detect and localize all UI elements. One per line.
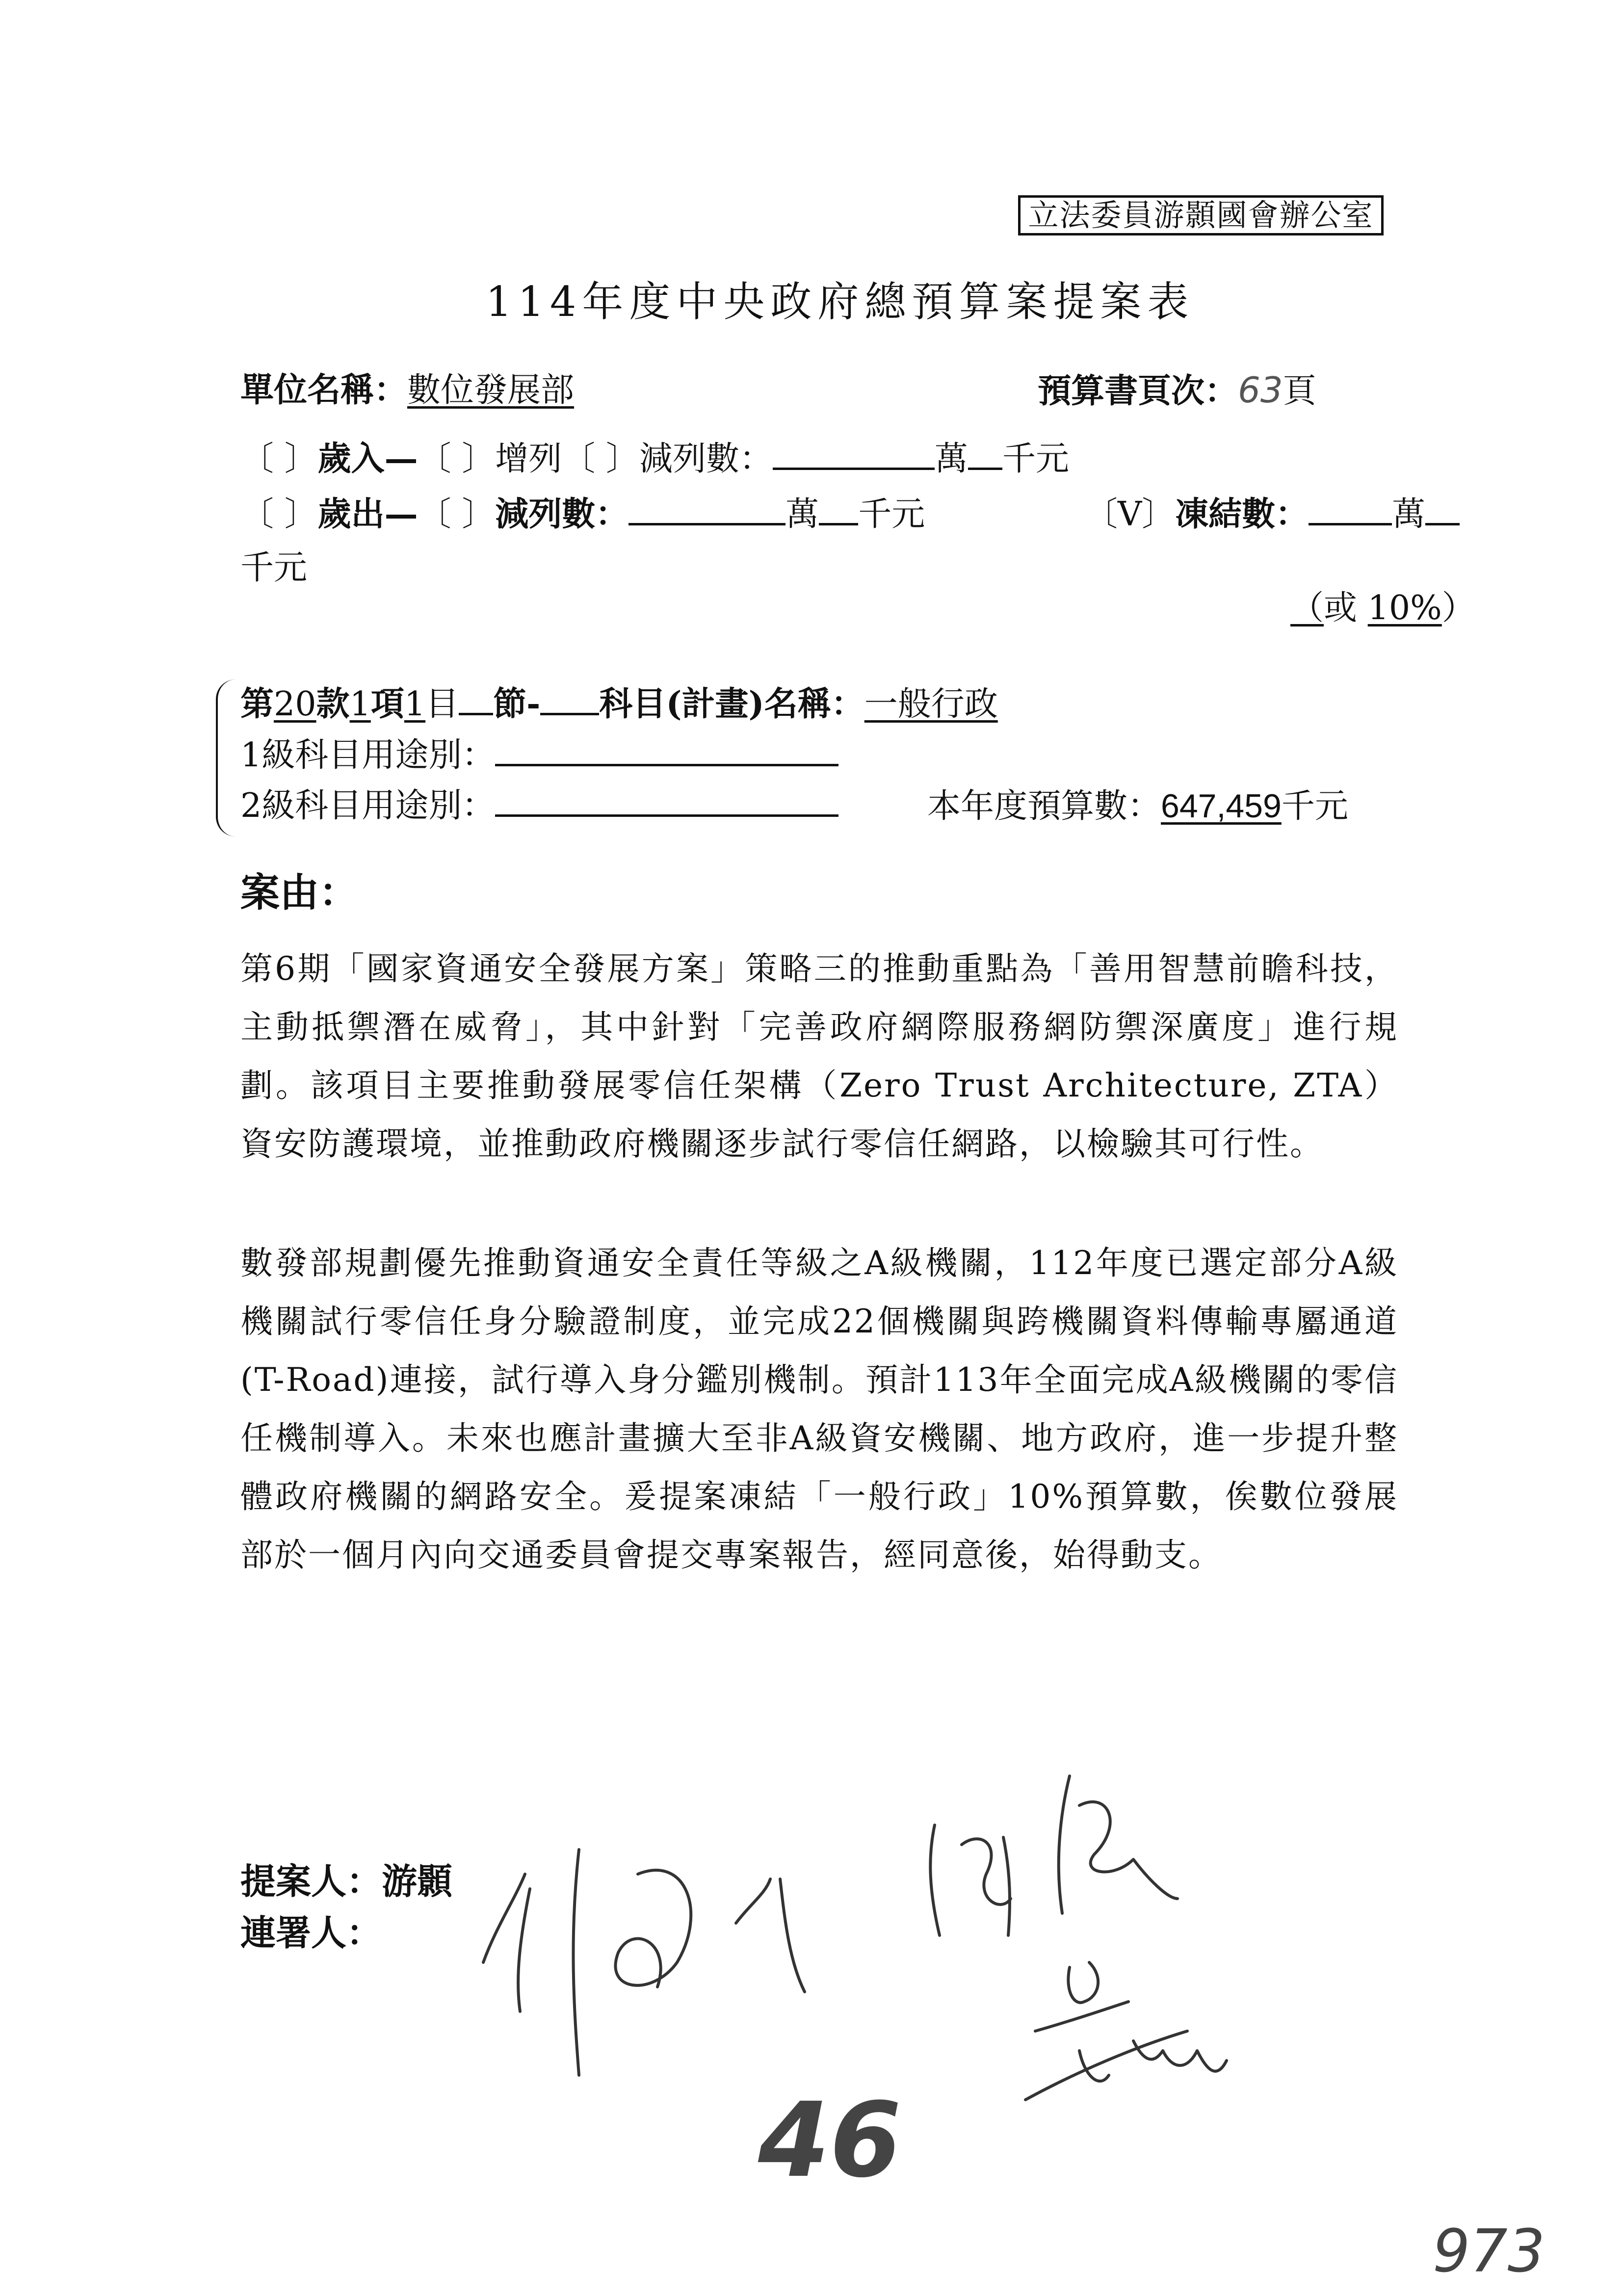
annual-budget-value: 647,459: [1161, 787, 1282, 825]
proposer-label: 提案人：: [240, 1860, 382, 1902]
freeze-checkbox[interactable]: 〔V〕: [1084, 495, 1176, 534]
level2-label: 2級科目用途別：: [240, 786, 496, 825]
wan-unit: 萬: [786, 495, 819, 534]
xiang-value: 1: [349, 685, 371, 724]
signature-lin-guo-cheng: [483, 1850, 805, 2075]
decrease-label: 減列數：: [639, 440, 773, 478]
expense-label: 歲出—: [317, 495, 418, 534]
expense-checkbox[interactable]: 〔 〕: [240, 495, 318, 534]
kuan-value: 20: [274, 685, 316, 724]
page-title: 114年度中央政府總預算案提案表: [486, 278, 1195, 326]
freeze-qian-unit: 千元: [240, 548, 308, 587]
budget-page-label: 預算書頁次：: [1038, 371, 1238, 411]
reason-paragraph-2: 數發部規劃優先推動資通安全責任等級之A級機關，112年度已選定部分A級機關試行零信任身分驗證制度，並完成22個機關與跨機關資料傳輸專屬通道(T-Road)連接，試行導入身分鑑別機制。預計113年全面完成A級機關的零信任機制導入。未來也應計畫擴大至非A級資安機關、地方政府，進一步提升整體政府機關的網路安全。爰提案凍結「一般行政」10%預算數，俟數位發展部於一個月內向交通委員會提交專案報告，經同意後，始得動支。: [240, 1244, 1398, 1574]
level1-label: 1級科目用途別：: [240, 736, 496, 775]
annual-budget-label: 本年度預算數：: [927, 787, 1161, 826]
unit-label: 單位名稱：: [240, 370, 408, 410]
proposer-name: 游顥: [382, 1860, 453, 1902]
handwritten-page-number: 973: [1433, 2218, 1545, 2286]
office-stamp: 立法委員游顥國會辦公室: [1018, 195, 1384, 235]
revenue-label: 歲入—: [317, 439, 418, 478]
qian-unit: 千元: [1002, 440, 1069, 478]
freeze-wan-unit: 萬: [1392, 495, 1426, 534]
di-label: 第: [240, 684, 274, 724]
signature-you-hao: [930, 1776, 1178, 1935]
unit-value: 數位發展部: [407, 371, 575, 410]
signature-third: [1025, 1962, 1227, 2100]
freeze-label: 凍結數：: [1175, 495, 1309, 534]
freeze-ratio-value: 10%: [1367, 589, 1442, 627]
annual-budget-unit: 千元: [1281, 787, 1348, 826]
decrease-checkbox[interactable]: 〔 〕: [562, 440, 639, 478]
freeze-ratio-close: ）: [1441, 589, 1475, 627]
xiang-label: 項: [370, 684, 404, 724]
qian-unit: 千元: [858, 495, 925, 534]
handwritten-sequence-number: 46: [758, 2080, 902, 2200]
budget-page-suffix: 頁: [1283, 372, 1316, 411]
freeze-ratio-open: （: [1290, 589, 1324, 627]
expense-decrease-label: 減列數：: [495, 495, 629, 534]
expense-decrease-checkbox[interactable]: 〔 〕: [418, 495, 496, 534]
subject-name-value: 一般行政: [864, 685, 998, 724]
increase-checkbox[interactable]: 〔 〕: [418, 440, 496, 478]
freeze-ratio-or: 或: [1324, 589, 1368, 627]
reason-label: 案由：: [240, 869, 358, 915]
mu-label: 目: [425, 685, 459, 724]
subject-name-label: 科目(計畫)名稱：: [599, 684, 864, 724]
mu-value: 1: [404, 685, 426, 724]
cosigner-label: 連署人：: [240, 1912, 382, 1954]
reason-paragraph-1: 第6期「國家資通安全發展方案」策略三的推動重點為「善用智慧前瞻科技，主動抵禦潛在威脅」，其中針對「完善政府網際服務網防禦深廣度」進行規劃。該項目主要推動發展零信任架構（Zero Trust Architecture, ZTA）資安防護環境，並推動政府機關逐步試行零信任網路，以檢驗其可行性。: [240, 950, 1398, 1163]
kuan-label: 款: [316, 684, 350, 724]
increase-label: 增列: [495, 440, 562, 478]
revenue-checkbox[interactable]: 〔 〕: [240, 440, 318, 478]
wan-unit: 萬: [934, 440, 968, 478]
jie-label: 節-: [493, 684, 541, 724]
budget-page-value: 63: [1238, 369, 1283, 411]
